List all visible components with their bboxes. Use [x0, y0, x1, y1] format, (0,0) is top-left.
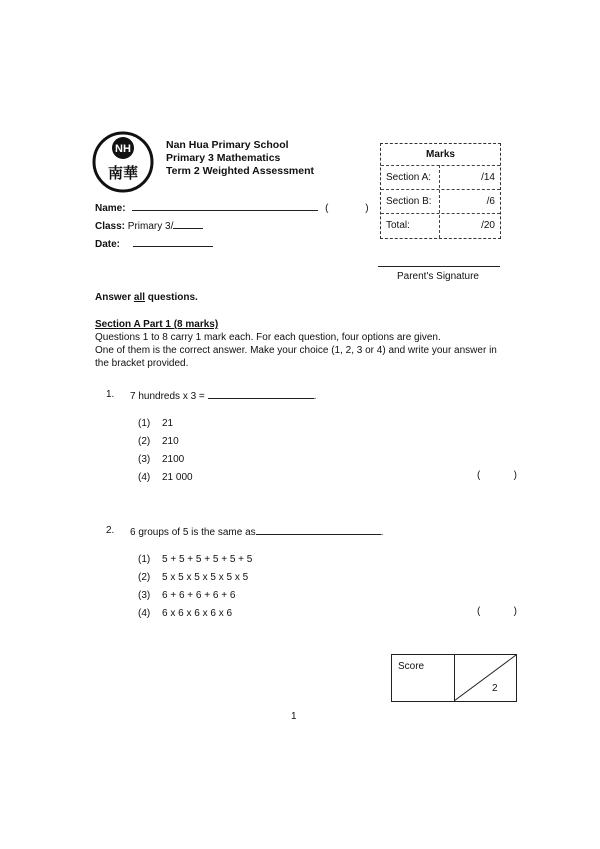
question-2-options	[138, 551, 252, 623]
marks-value: /6	[486, 196, 495, 207]
question-1-tail: .	[313, 391, 317, 402]
marks-value: /14	[481, 172, 495, 183]
answer-all-emphasis: all	[133, 292, 146, 303]
bracket-open: (	[477, 470, 481, 481]
signature-line[interactable]	[378, 266, 500, 267]
option	[138, 469, 193, 487]
option-text: 2100	[162, 454, 185, 465]
option	[138, 551, 252, 569]
question-2-stem: 6 groups of 5 is the same as	[130, 527, 256, 538]
school-logo	[92, 131, 154, 193]
marks-value: /20	[481, 220, 495, 231]
option	[138, 415, 193, 433]
option-number: (1)	[138, 418, 151, 429]
bracket-open: (	[477, 606, 481, 617]
option	[138, 605, 252, 623]
logo-chinese-text: 南華	[107, 164, 139, 182]
option-text: 21	[162, 418, 174, 429]
option-text: 5 x 5 x 5 x 5 x 5 x 5	[162, 572, 249, 583]
school-header	[166, 139, 314, 178]
marks-label: Section B:	[386, 196, 432, 207]
option	[138, 433, 193, 451]
school-name: Nan Hua Primary School	[166, 139, 289, 151]
question-1-blank[interactable]	[208, 389, 314, 399]
question-1-text	[130, 389, 316, 402]
option-text: 5 + 5 + 5 + 5 + 5 + 5	[162, 554, 253, 565]
name-bracket-open: (	[325, 203, 329, 214]
date-field[interactable]	[95, 237, 213, 250]
assessment-title: Term 2 Weighted Assessment	[166, 165, 315, 177]
answer-all-prefix: Answer	[95, 292, 134, 303]
date-label: Date:	[95, 239, 121, 250]
option	[138, 569, 252, 587]
option-number: (3)	[138, 454, 151, 465]
class-field[interactable]	[95, 219, 203, 232]
name-label: Name:	[95, 203, 126, 214]
class-label: Class:	[95, 221, 126, 232]
question-1-answer-bracket[interactable]	[477, 470, 517, 481]
question-1-stem: 7 hundreds x 3 =	[130, 391, 208, 402]
question-1-options	[138, 415, 193, 487]
marks-label: Total:	[386, 220, 410, 231]
instruction-line: the bracket provided.	[95, 358, 189, 369]
option	[138, 451, 193, 469]
name-blank[interactable]	[132, 201, 318, 211]
marks-row-section-a	[381, 165, 500, 190]
answer-all-suffix: questions.	[145, 292, 198, 303]
question-2-text	[130, 525, 383, 538]
option-number: (3)	[138, 590, 151, 601]
question-1-number: 1.	[106, 389, 115, 400]
bracket-close: )	[513, 606, 517, 617]
name-bracket-close: )	[365, 203, 369, 214]
option-number: (4)	[138, 608, 151, 619]
option-number: (2)	[138, 436, 151, 447]
marks-table	[380, 143, 501, 239]
option-text: 6 + 6 + 6 + 6 + 6	[162, 590, 236, 601]
page-number: 1	[291, 711, 297, 722]
marks-row-section-b	[381, 189, 500, 214]
marks-row-total	[381, 213, 500, 238]
bracket-close: )	[513, 470, 517, 481]
class-blank[interactable]	[173, 219, 203, 229]
score-box	[391, 654, 517, 702]
answer-all-instruction	[95, 292, 198, 303]
score-label: Score	[398, 661, 425, 672]
instruction-line: Questions 1 to 8 carry 1 mark each. For each question, four options are given.	[95, 332, 441, 343]
question-2-answer-bracket[interactable]	[477, 606, 517, 617]
option-number: (1)	[138, 554, 151, 565]
class-value: Primary 3/	[127, 221, 174, 232]
name-field[interactable]	[95, 201, 369, 214]
logo-initials: NH	[115, 143, 131, 155]
question-2-blank[interactable]	[256, 525, 381, 535]
section-title: Section A Part 1 (8 marks)	[95, 319, 219, 330]
section-instructions	[95, 331, 535, 370]
marks-label: Section A:	[386, 172, 432, 183]
marks-title: Marks	[426, 149, 455, 160]
instruction-line: One of them is the correct answer. Make your choice (1, 2, 3 or 4) and write your answer in	[95, 345, 497, 356]
signature-label: Parent's Signature	[397, 271, 479, 282]
question-2-tail: .	[380, 527, 384, 538]
score-diagonal	[454, 655, 516, 701]
option-number: (4)	[138, 472, 151, 483]
score-total: 2	[492, 683, 498, 694]
option-number: (2)	[138, 572, 151, 583]
subject-title: Primary 3 Mathematics	[166, 152, 281, 164]
option-text: 21 000	[162, 472, 193, 483]
option-text: 210	[162, 436, 179, 447]
option-text: 6 x 6 x 6 x 6 x 6	[162, 608, 233, 619]
date-blank[interactable]	[133, 237, 213, 247]
question-2-number: 2.	[106, 525, 115, 536]
option	[138, 587, 252, 605]
